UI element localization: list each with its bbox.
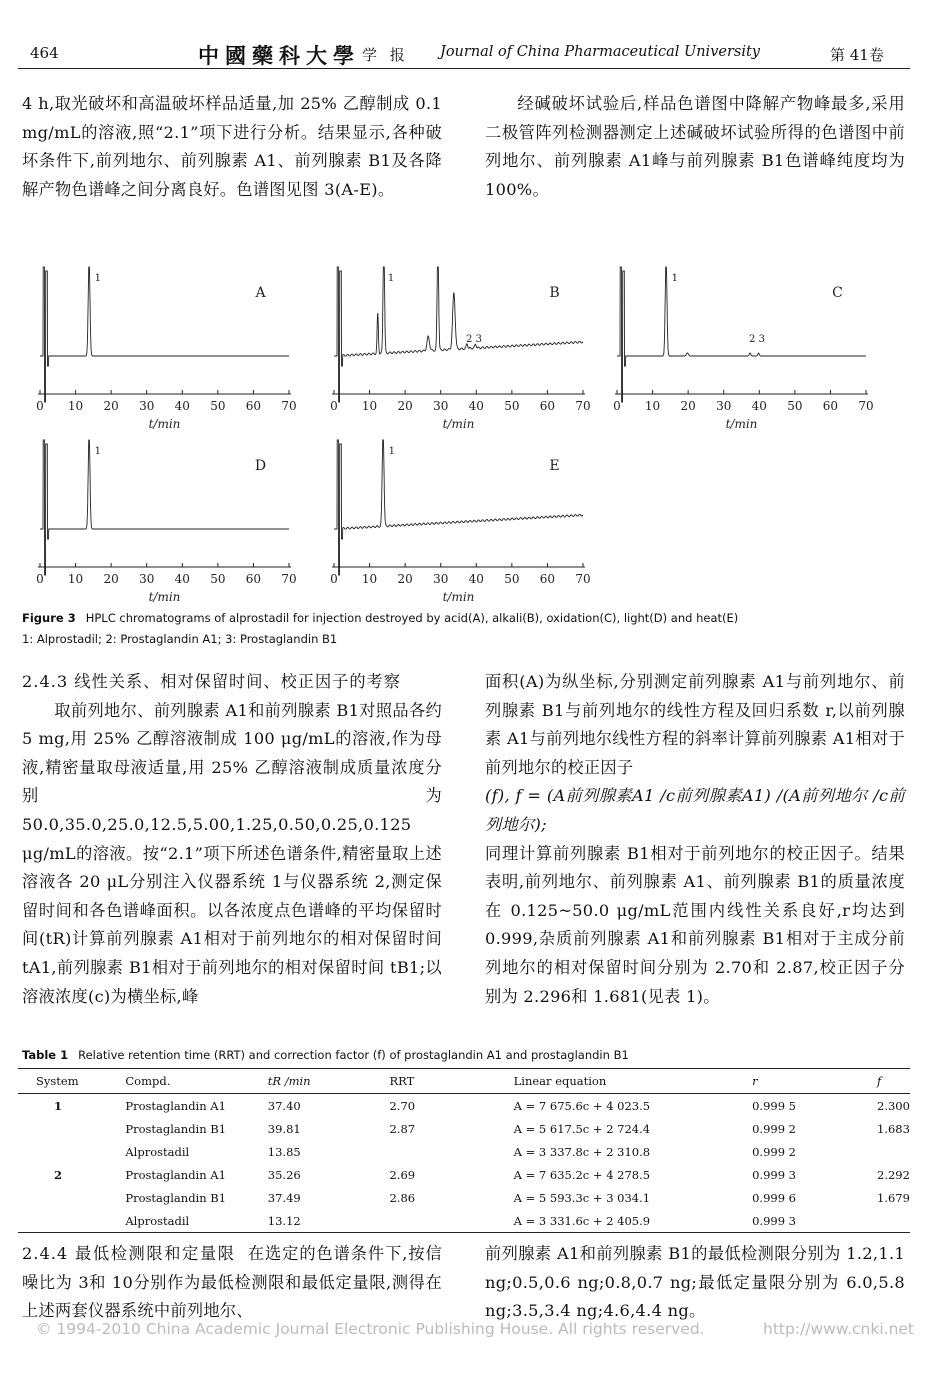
section-244-heading: 2.4.4 最低检测限和定量限: [22, 1244, 236, 1263]
peak-label: 3: [475, 334, 482, 345]
table-cell: 2.292: [877, 1167, 910, 1182]
table-cell: Prostaglandin A1: [125, 1167, 226, 1182]
col-header: System: [18, 1069, 103, 1094]
page-header: [0, 0, 950, 70]
table-cell: [827, 1209, 910, 1233]
table-cell: 0.999 2: [752, 1121, 797, 1136]
x-tick-label: 0: [36, 399, 44, 413]
x-tick-label: 60: [539, 572, 556, 586]
table-cell: 0.999 6: [752, 1190, 797, 1205]
x-tick-label: 30: [139, 572, 155, 586]
table-header-row: [18, 1069, 910, 1094]
table-cell: 1: [54, 1098, 63, 1113]
table-cell: 2.69: [389, 1167, 416, 1182]
col-header: Linear equation: [486, 1069, 702, 1094]
x-tick-label: 20: [103, 399, 119, 413]
table-cell: 2.70: [389, 1098, 416, 1113]
peak-label: 2: [748, 334, 756, 345]
x-tick-label: 10: [67, 572, 84, 586]
table-row: [18, 1117, 910, 1140]
panel-label: C: [832, 285, 843, 301]
x-tick-label: 10: [361, 572, 378, 586]
x-tick-label: 20: [103, 572, 119, 586]
section-243-left: [22, 668, 442, 1011]
figure-caption-key: 1: Alprostadil; 2: Prostaglandin A1; 3: Prostaglandin B1: [22, 632, 338, 646]
x-tick-label: 70: [575, 572, 591, 586]
page-number: 464: [30, 44, 59, 62]
correction-factor-formula: (f), f = (A前列腺素A1 /c前列腺素A1) /(A前列地尔 /c前列地尔);: [485, 786, 905, 834]
col-header: f: [827, 1069, 910, 1094]
x-tick-label: 30: [433, 572, 449, 586]
x-tick-label: 60: [245, 572, 262, 586]
peak-label: 1: [388, 446, 395, 457]
x-tick-label: 0: [330, 572, 338, 586]
x-tick-label: 0: [330, 399, 338, 413]
header-rule: [18, 68, 910, 69]
table-cell: A = 3 331.6c + 2 405.9: [486, 1209, 702, 1233]
table-cell: [18, 1186, 103, 1209]
table-cell: Prostaglandin B1: [125, 1190, 227, 1205]
x-tick-label: 20: [397, 399, 413, 413]
table-cell: Prostaglandin A1: [125, 1098, 226, 1113]
top-left-paragraph: 4 h,取光破坏和高温破坏样品适量,加 25% 乙醇制成 0.1 mg/mL的溶液,照“2.1”项下进行分析。结果显示,各种破坏条件下,前列地尔、前列腺素 A1、前列腺素 B1及各降解产物色谱峰之间分离良好。色谱图见图 3(A-E)。: [22, 94, 442, 199]
table-cell: 37.49: [267, 1190, 301, 1205]
table-cell: A = 5 593.3c + 3 034.1: [513, 1190, 651, 1205]
table-1-grid: [18, 1068, 910, 1233]
section-243-right-text-1: 面积(A)为纵坐标,分别测定前列腺素 A1与前列地尔、前列腺素 B1与前列地尔的线性方程及回归系数 r,以前列腺素 A1与前列地尔线性方程的斜率计算前列腺素 A1相对于前列地尔的校正因子: [485, 672, 905, 777]
section-243-right-text-2: 同理计算前列腺素 B1相对于前列地尔的校正因子。结果表明,前列地尔、前列腺素 A1、前列腺素 B1的质量浓度在 0.125~50.0 μg/mL范围内线性关系良好,r均达到 0.999,杂质前列腺素 A1和前列腺素 B1相对于主成分前列地尔的相对保留时间分别为 2.70和 2.87,校正因子分别为 2.296和 1.681(见表 1)。: [485, 843, 905, 1006]
x-axis-title: t/min: [442, 590, 475, 604]
table-row: [18, 1094, 910, 1118]
table-cell: [18, 1117, 103, 1140]
x-tick-label: 70: [575, 399, 591, 413]
peak-label: 1: [387, 273, 395, 284]
table-cell: 13.12: [268, 1209, 390, 1233]
table-cell: Alprostadil: [103, 1209, 267, 1233]
x-tick-label: 40: [174, 399, 190, 413]
x-tick-label: 60: [245, 399, 262, 413]
table-cell: A = 5 617.5c + 2 724.4: [513, 1121, 651, 1136]
table-cell: 2.300: [877, 1098, 910, 1113]
table-row: [18, 1186, 910, 1209]
x-tick-label: 50: [787, 399, 803, 413]
table-cell: 0.999 5: [752, 1098, 797, 1113]
x-axis-title: t/min: [442, 417, 475, 431]
panel-label: D: [254, 458, 267, 474]
table-cell: 1.679: [877, 1190, 910, 1205]
journal-title-en: Journal of China Pharmaceutical University: [440, 44, 760, 60]
x-tick-label: 30: [716, 399, 732, 413]
x-axis-title: t/min: [148, 417, 181, 431]
panel-label: B: [549, 285, 560, 301]
x-tick-label: 30: [433, 399, 449, 413]
panel-label: E: [549, 458, 560, 474]
table-cell: [827, 1140, 910, 1163]
table-cell: Alprostadil: [125, 1144, 190, 1159]
cnki-url: http://www.cnki.net: [763, 1320, 915, 1338]
table-cell: 37.40: [267, 1098, 301, 1113]
chromatogram-trace: [334, 267, 583, 402]
x-tick-label: 40: [468, 572, 484, 586]
x-tick-label: 10: [361, 399, 378, 413]
peak-label: 1: [94, 446, 101, 457]
x-tick-label: 20: [680, 399, 696, 413]
table-cell: 0.999 3: [752, 1167, 797, 1182]
table-cell: Prostaglandin B1: [125, 1121, 227, 1136]
x-tick-label: 70: [858, 399, 874, 413]
col-header: r: [702, 1069, 827, 1094]
table-cell: 39.81: [267, 1121, 301, 1136]
table-cell: A = 7 675.6c + 4 023.5: [513, 1098, 651, 1113]
x-tick-label: 20: [397, 572, 413, 586]
x-tick-label: 30: [139, 399, 155, 413]
x-tick-label: 60: [822, 399, 839, 413]
section-243-text: 取前列地尔、前列腺素 A1和前列腺素 B1对照品各约 5 mg,用 25% 乙醇溶液制成 100 μg/mL的溶液,作为母液,精密量取母液适量,用 25% 乙醇溶液制成质量浓度分别为 50.0,35.0,25.0,12.5,5.00,1.25,0.50,0.25,0.125 μg/mL的溶液。按“2.1”项下所述色谱条件,精密量取上述溶液各 20 μL分别注入仪器系统 1与仪器系统 2,测定保留时间和各色谱峰面积。以各浓度点色谱峰的平均保留时间(tR)计算前列腺素 A1相对于前列地尔的相对保留时间 tA1,前列腺素 B1相对于前列地尔的相对保留时间 tB1;以溶液浓度(c)为横坐标,峰: [22, 700, 442, 1006]
chromatogram-trace: [334, 440, 583, 575]
panel-label: A: [255, 285, 266, 301]
x-tick-label: 40: [468, 399, 484, 413]
col-header: RRT: [389, 1069, 485, 1094]
x-tick-label: 50: [210, 399, 226, 413]
table-cell: [18, 1140, 103, 1163]
peak-label: 2: [465, 334, 473, 345]
section-244-left-text: 在选定的色谱条件下,按信噪比为 3和 10分别作为最低检测限和最低定量限,测得在上述两套仪器系统中前列地尔、: [22, 1244, 442, 1321]
col-header: tR /min: [268, 1069, 390, 1094]
x-axis-title: t/min: [148, 590, 181, 604]
chromatogram-trace: [617, 267, 866, 402]
x-tick-label: 0: [613, 399, 621, 413]
chromatogram-trace: [40, 440, 289, 575]
chromatogram-figure: [0, 255, 950, 605]
chromatogram-trace: [40, 267, 289, 402]
figure-3: [0, 255, 950, 605]
peak-label: 1: [671, 273, 678, 284]
journal-title-cn-suffix: 学 报: [362, 46, 409, 64]
table-cell: [389, 1209, 485, 1233]
x-tick-label: 10: [67, 399, 84, 413]
table-cell: 13.85: [267, 1144, 301, 1159]
x-tick-label: 0: [36, 572, 44, 586]
peak-label: 1: [94, 273, 101, 284]
section-244-right-text: 前列腺素 A1和前列腺素 B1的最低检测限分别为 1.2,1.1 ng;0.5,0.6 ng;0.8,0.7 ng;最低定量限分别为 6.0,5.8 ng;3.5,3.4 ng;4.6,4.4 ng。: [485, 1244, 905, 1321]
section-244-right: [485, 1240, 905, 1326]
table-cell: [18, 1209, 103, 1233]
x-tick-label: 40: [751, 399, 767, 413]
table-1-caption: Table 1 Relative retention time (RRT) and correction factor (f) of prostaglandin A1 and prostaglandin B1: [22, 1048, 629, 1062]
table-row: [18, 1209, 910, 1233]
section-244-left: [22, 1240, 442, 1326]
table-cell: 2: [54, 1167, 63, 1182]
table-cell: A = 3 337.8c + 2 310.8: [513, 1144, 651, 1159]
x-tick-label: 50: [504, 572, 520, 586]
table-cell: 0.999 2: [752, 1144, 797, 1159]
x-tick-label: 40: [174, 572, 190, 586]
table-cell: A = 7 635.2c + 4 278.5: [513, 1167, 651, 1182]
volume-label: 第 41卷: [830, 46, 884, 64]
x-tick-label: 10: [644, 399, 661, 413]
table-cell: 1.683: [877, 1121, 910, 1136]
col-header: Compd.: [103, 1069, 267, 1094]
section-243-right: [485, 668, 905, 1011]
section-243-heading: 2.4.3 线性关系、相对保留时间、校正因子的考察: [22, 672, 401, 691]
copyright-notice: © 1994-2010 China Academic Journal Electronic Publishing House. All rights reserved.: [36, 1320, 705, 1338]
table-cell: 2.86: [389, 1190, 416, 1205]
table-cell: 35.26: [267, 1167, 301, 1182]
table-row: [18, 1163, 910, 1186]
table-cell: 2.87: [389, 1121, 416, 1136]
top-right-paragraph: 经碱破坏试验后,样品色谱图中降解产物峰最多,采用二极管阵列检测器测定上述碱破坏试验所得的色谱图中前列地尔、前列腺素 A1峰与前列腺素 B1色谱峰纯度均为 100%。: [485, 94, 905, 199]
x-tick-label: 60: [539, 399, 556, 413]
x-tick-label: 70: [281, 399, 297, 413]
x-axis-title: t/min: [725, 417, 758, 431]
peak-label: 3: [758, 334, 765, 345]
x-tick-label: 50: [504, 399, 520, 413]
figure-caption: Figure 3 HPLC chromatograms of alprostadil for injection destroyed by acid(A), alkali(B), oxidation(C), light(D) and heat(E): [22, 611, 739, 625]
x-tick-label: 50: [210, 572, 226, 586]
table-1: [18, 1068, 910, 1233]
journal-title-cn: 中國藥科大學: [198, 43, 360, 68]
table-cell: [389, 1140, 485, 1163]
x-tick-label: 70: [281, 572, 297, 586]
table-cell: 0.999 3: [702, 1209, 827, 1233]
table-row: [18, 1140, 910, 1163]
